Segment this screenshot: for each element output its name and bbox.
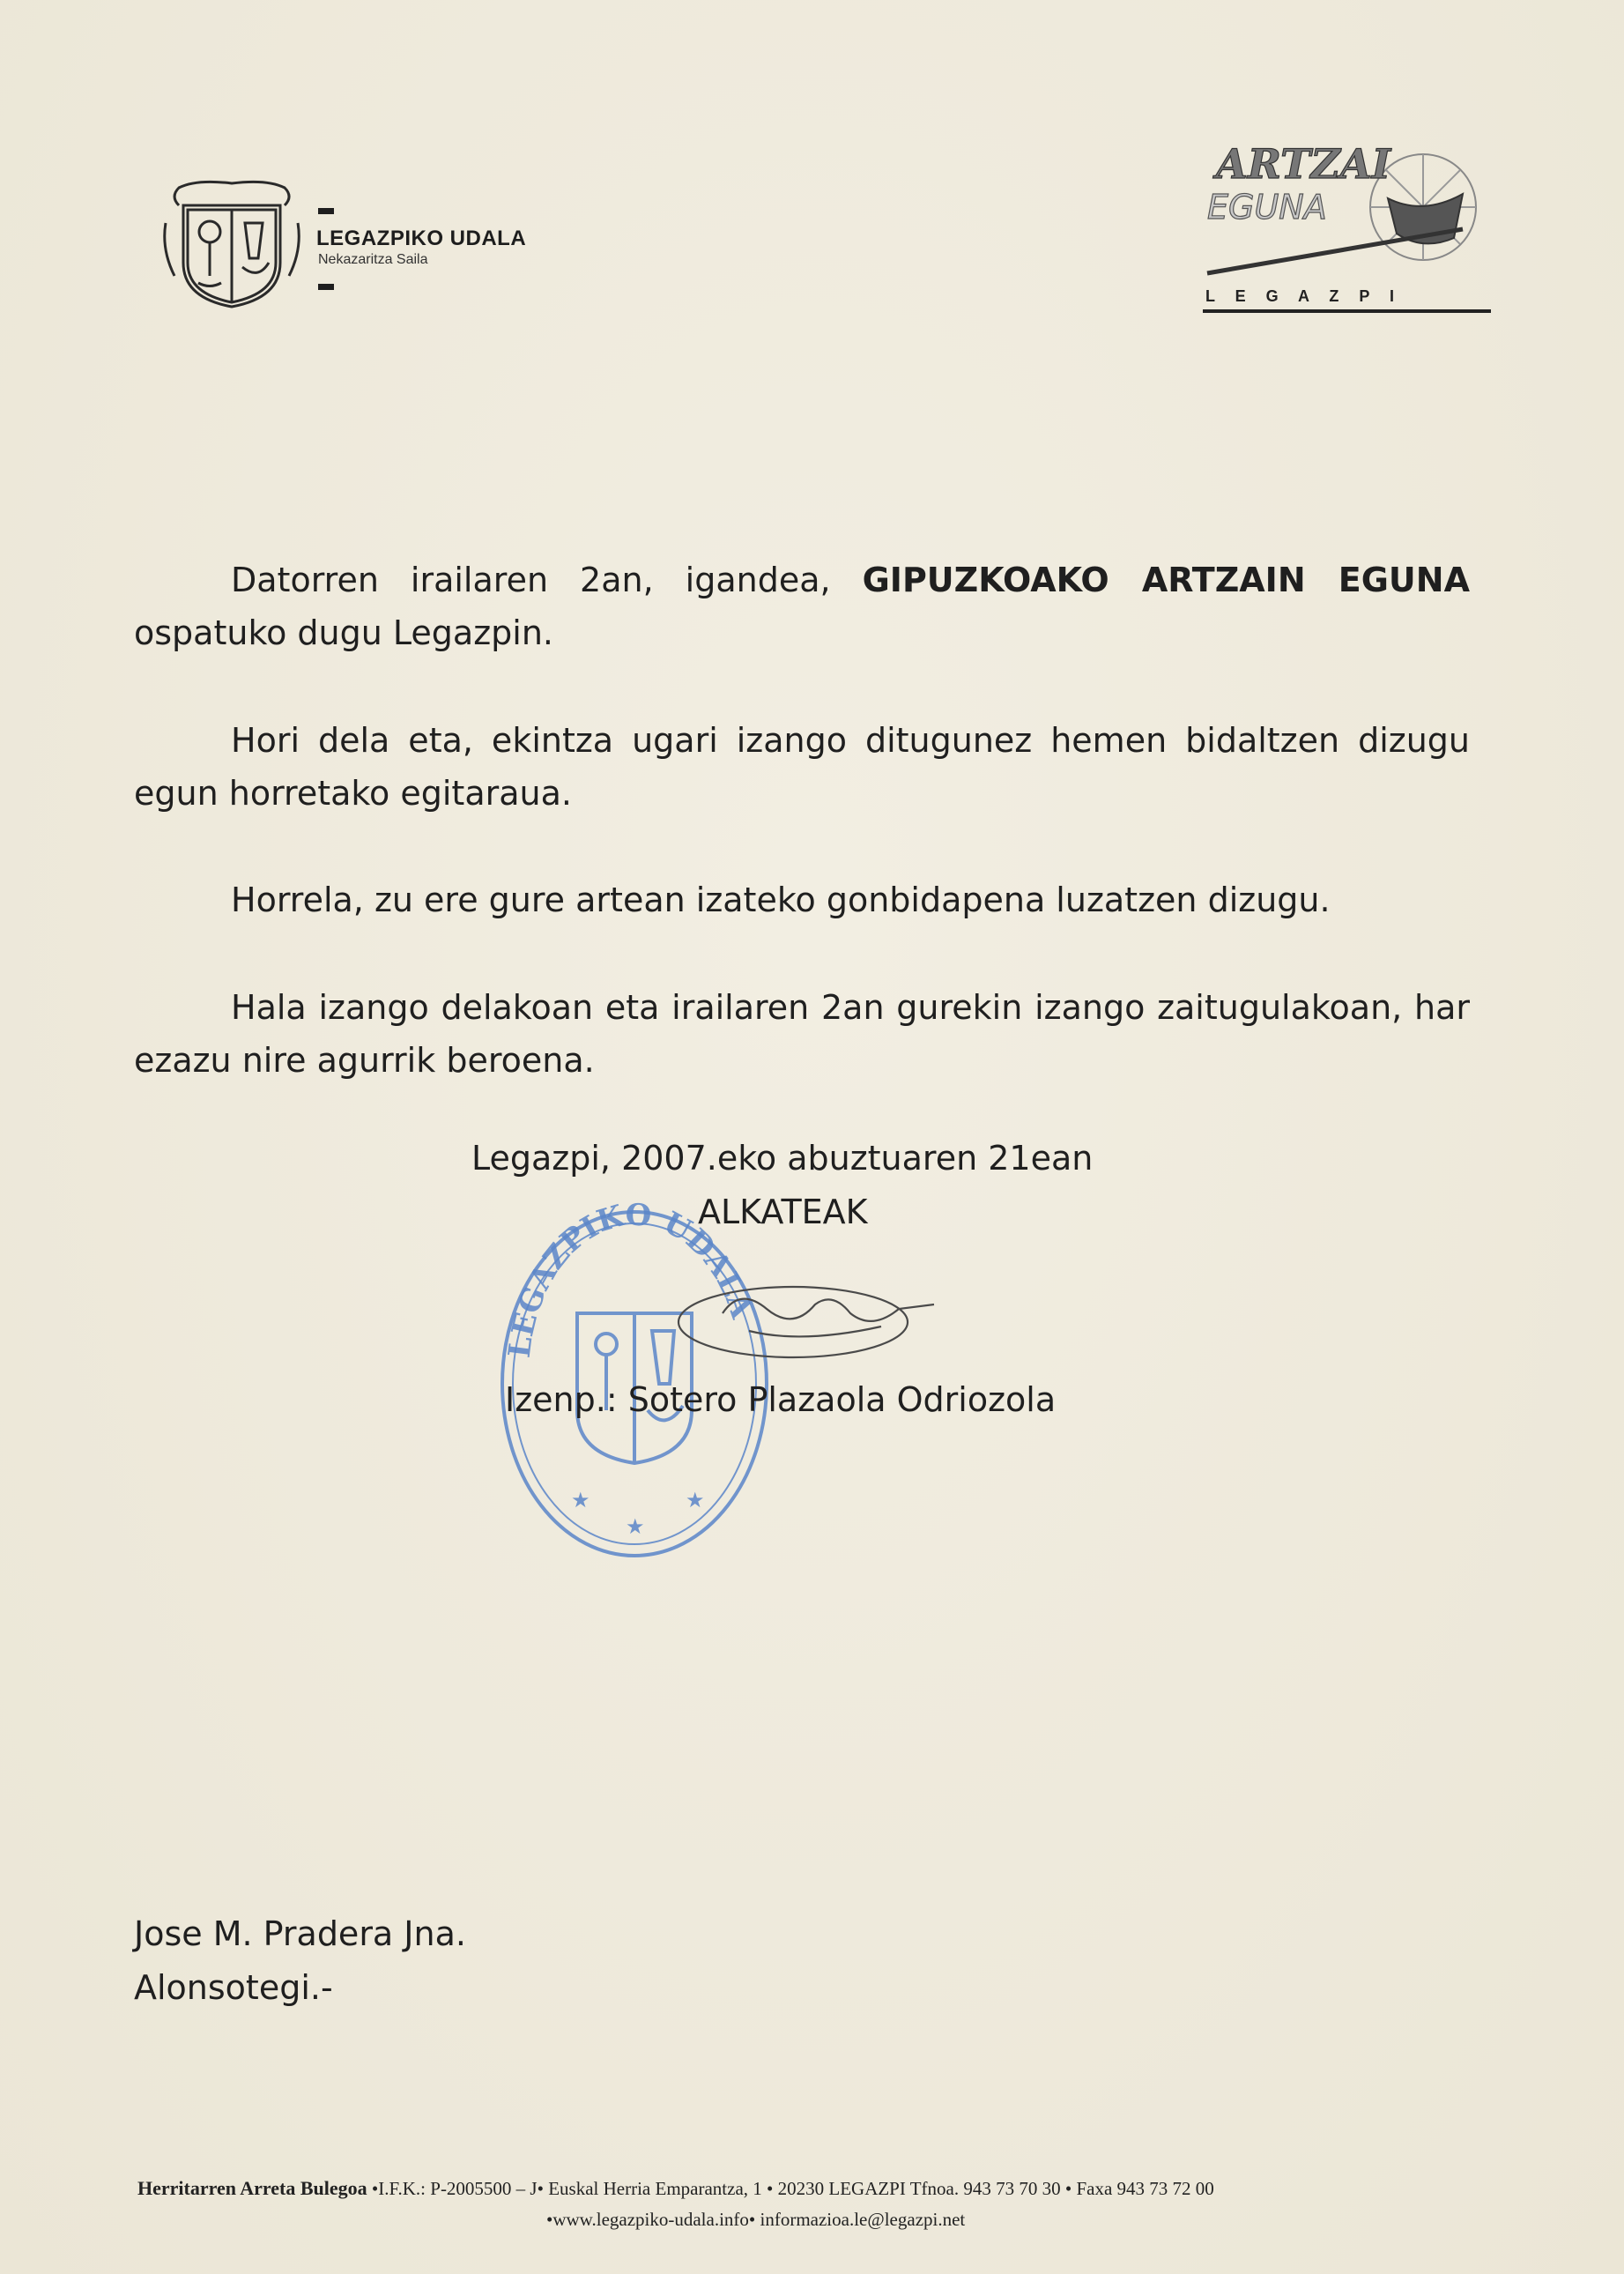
recipient-town: Alonsotegi.- — [134, 1968, 333, 2007]
footer-contact: •I.F.K.: P-2005500 – J• Euskal Herria Emparantza, 1 • 20230 LEGAZPI Tfnoa. 943 73 70 30 • Faxa 943 73 72 00 — [367, 2178, 1214, 2199]
paragraph-1-end: ospatuko dugu Legazpin. — [134, 613, 553, 652]
svg-text:★: ★ — [571, 1488, 590, 1512]
handwritten-signature-icon — [670, 1269, 943, 1366]
recipient-name: Jose M. Pradera Jna. — [134, 1914, 466, 1953]
footer-line-1 — [137, 2177, 1486, 2200]
logo-line1: ARTZAI — [1216, 140, 1391, 188]
stamp-text: LEGAZPIKO UDALA — [501, 1197, 760, 1360]
paragraph-4 — [134, 981, 1470, 1087]
paragraph-1-intro: Datorren irailaren 2an, igandea, — [231, 561, 863, 599]
svg-text:★: ★ — [686, 1488, 705, 1512]
paragraph-2-text: Hori dela eta, ekintza ugari izango ditugunez hemen bidaltzen dizugu egun horretako egitaraua. — [134, 721, 1470, 813]
paragraph-3 — [134, 873, 1470, 926]
official-stamp-icon — [493, 1190, 775, 1560]
logo-place: L E G A Z P I — [1205, 287, 1403, 305]
footer-line-2: •www.legazpiko-udala.info• informazioa.le@legazpi.net — [546, 2209, 966, 2230]
svg-text:★: ★ — [626, 1514, 645, 1539]
logo-line2: EGUNA — [1207, 188, 1327, 227]
org-department: Nekazaritza Saila — [318, 252, 428, 267]
footer-office: Herritarren Arreta Bulegoa — [137, 2177, 367, 2199]
signatory-name: Izenp.: Sotero Plazaola Odriozola — [505, 1380, 1057, 1419]
org-name: LEGAZPIKO UDALA — [316, 227, 527, 250]
mayor-title: ALKATEAK — [698, 1193, 868, 1231]
paragraph-4-text: Hala izango delakoan eta irailaren 2an gurekin izango zaitugulakoan, har ezazu nire agurrik beroena. — [134, 988, 1470, 1080]
paragraph-2 — [134, 714, 1470, 820]
header-dash-top — [318, 208, 334, 214]
artzai-eguna-logo — [1198, 132, 1498, 317]
paragraph-3-text: Horrela, zu ere gure artean izateko gonbidapena luzatzen dizugu. — [231, 881, 1331, 919]
municipal-crest-icon — [161, 179, 302, 313]
header-dash-bottom — [318, 284, 334, 290]
event-name: GIPUZKOAKO ARTZAIN EGUNA — [862, 561, 1470, 599]
letter-date: Legazpi, 2007.eko abuztuaren 21ean — [471, 1139, 1094, 1178]
paragraph-1 — [134, 554, 1470, 659]
